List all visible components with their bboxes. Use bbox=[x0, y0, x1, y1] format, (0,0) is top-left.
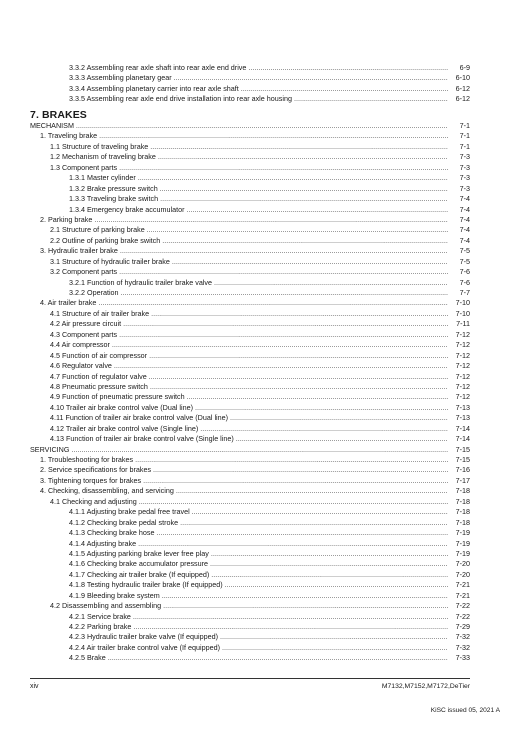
toc-entry-page: 7-5 bbox=[459, 246, 470, 256]
toc-entry[interactable] bbox=[30, 549, 470, 559]
toc-entry-page: 7-3 bbox=[459, 183, 470, 193]
toc-entry[interactable] bbox=[30, 152, 470, 162]
toc-entry[interactable] bbox=[30, 465, 470, 475]
toc-entry[interactable] bbox=[30, 142, 470, 152]
toc-entry[interactable] bbox=[30, 632, 470, 642]
toc-entry-page: 7-18 bbox=[455, 507, 470, 517]
toc-entry[interactable] bbox=[30, 330, 470, 340]
toc-entry-title: 4. Air trailer brake ..... bbox=[40, 298, 448, 308]
toc-entry-title: 1.3.1 Master cylinder ..... bbox=[69, 173, 448, 183]
toc-entry[interactable] bbox=[30, 372, 470, 382]
toc-entry[interactable] bbox=[30, 580, 470, 590]
toc-entry[interactable] bbox=[30, 497, 470, 507]
toc-entry[interactable] bbox=[30, 84, 470, 94]
toc-entry-page: 7-19 bbox=[455, 528, 470, 538]
toc-entry[interactable] bbox=[30, 319, 470, 329]
toc-entry[interactable] bbox=[30, 528, 470, 538]
toc-entry-page: 7-33 bbox=[455, 653, 470, 663]
toc-entry-title: 3. Tightening torques for brakes ..... bbox=[40, 476, 448, 486]
toc-entry-page: 7-32 bbox=[455, 642, 470, 652]
toc-entry-page: 7-21 bbox=[455, 580, 470, 590]
toc-entry[interactable] bbox=[30, 288, 470, 298]
toc-entry-page: 6-10 bbox=[455, 73, 470, 83]
footer-page-number: xiv bbox=[30, 683, 39, 690]
toc-entry[interactable] bbox=[30, 278, 470, 288]
toc-entry-title: 4.5 Function of air compressor ..... bbox=[50, 351, 448, 361]
toc-entry[interactable] bbox=[30, 434, 470, 444]
toc-entry-page: 7-5 bbox=[459, 256, 470, 266]
toc-entry-page: 7-14 bbox=[455, 434, 470, 444]
toc-entry-page: 7-4 bbox=[459, 225, 470, 235]
toc-entry-title: 4.1.7 Checking air trailer brake (If equipped) ..... bbox=[69, 570, 448, 580]
toc-entry-title: 1.1 Structure of traveling brake ..... bbox=[50, 142, 448, 152]
toc-entry-page: 6-12 bbox=[455, 94, 470, 104]
toc-entry-title: 4.1.5 Adjusting parking brake lever free play ..... bbox=[69, 549, 448, 559]
toc-entry[interactable] bbox=[30, 309, 470, 319]
toc-entry-page: 7-29 bbox=[455, 622, 470, 631]
toc-entry-page: 7-15 bbox=[455, 444, 470, 454]
toc-entry-title: 4.1.6 Checking brake accumulator pressure ..... bbox=[69, 559, 448, 569]
toc-entry-title: 3.3.3 Assembling planetary gear ..... bbox=[69, 73, 448, 83]
toc-entry[interactable] bbox=[30, 236, 470, 246]
toc-entry-page: 7-13 bbox=[455, 402, 470, 412]
toc-entry-title: 1. Troubleshooting for brakes ..... bbox=[40, 455, 448, 465]
toc-entry-page: 7-14 bbox=[455, 423, 470, 433]
toc-entry-title: 2. Parking brake ..... bbox=[40, 215, 448, 225]
toc-entry-title: 4.1.4 Adjusting brake ..... bbox=[69, 539, 448, 549]
toc-entry-page: 7-21 bbox=[455, 590, 470, 600]
toc-entry[interactable] bbox=[30, 518, 470, 528]
toc-entry[interactable] bbox=[30, 215, 470, 225]
toc-entry-title: 4.6 Regulator valve ..... bbox=[50, 361, 448, 371]
toc-entry-title: 1.3 Component parts ..... bbox=[50, 163, 448, 173]
toc-entry-page: 6-9 bbox=[459, 63, 470, 72]
toc-entry-title: 4.1 Structure of air trailer brake ..... bbox=[50, 309, 448, 319]
toc-entry[interactable] bbox=[30, 194, 470, 204]
toc-entry[interactable] bbox=[30, 653, 470, 663]
toc-entry-page: 7-17 bbox=[455, 475, 470, 485]
toc-entry-title: 3.3.5 Assembling rear axle end drive installation into rear axle housing ..... bbox=[69, 94, 448, 104]
toc-entry-page: 7-4 bbox=[459, 235, 470, 245]
toc-entry-page: 7-3 bbox=[459, 152, 470, 162]
toc-entry-title: 4.1.3 Checking brake hose ..... bbox=[69, 528, 448, 538]
toc-entry-page: 7-13 bbox=[455, 413, 470, 423]
toc-entry-page: 7-18 bbox=[455, 517, 470, 527]
toc-entry-title: 1.3.4 Emergency brake accumulator ..... bbox=[69, 205, 448, 215]
toc-entry[interactable] bbox=[30, 163, 470, 173]
toc-entry-page: 7-15 bbox=[455, 455, 470, 464]
toc-entry[interactable] bbox=[30, 601, 470, 611]
toc-entry-page: 7-6 bbox=[459, 277, 470, 287]
toc-entry-page: 7-12 bbox=[455, 392, 470, 402]
toc-entry[interactable] bbox=[30, 424, 470, 434]
toc-entry-title: 3. Hydraulic trailer brake ..... bbox=[40, 246, 448, 256]
toc-entry[interactable] bbox=[30, 413, 470, 423]
toc-entry[interactable] bbox=[30, 73, 470, 83]
toc-entry-page: 7-10 bbox=[455, 298, 470, 308]
toc-entry[interactable] bbox=[30, 445, 470, 455]
toc-entry-title: 4.13 Function of trailer air brake control valve (Single line) ..... bbox=[50, 434, 448, 444]
toc-entry-title: 4.3 Component parts ..... bbox=[50, 330, 448, 340]
toc-entry-title: 1.3.3 Traveling brake switch ..... bbox=[69, 194, 448, 204]
toc-entry[interactable] bbox=[30, 486, 470, 496]
toc-entry-title: 4.2 Air pressure circuit ..... bbox=[50, 319, 448, 329]
toc-entry-title: MECHANISM ..... bbox=[30, 121, 448, 131]
toc-entry-title: 2.1 Structure of parking brake ..... bbox=[50, 225, 448, 235]
toc-entry[interactable] bbox=[30, 205, 470, 215]
toc-entry[interactable] bbox=[30, 184, 470, 194]
toc-entry-page: 7-1 bbox=[459, 141, 470, 151]
toc-entry-title: 4.1 Checking and adjusting ..... bbox=[50, 497, 448, 507]
toc-entry-title: 4.8 Pneumatic pressure switch ..... bbox=[50, 382, 448, 392]
toc-entry-page: 7-22 bbox=[455, 601, 470, 611]
toc-entry-title: 2.2 Outline of parking brake switch ..... bbox=[50, 236, 448, 246]
toc-entry-title: 4.11 Function of trailer air brake control valve (Dual line) ..... bbox=[50, 413, 448, 423]
toc-entry[interactable] bbox=[30, 392, 470, 402]
toc-entry[interactable] bbox=[30, 267, 470, 277]
toc-entry-title: 4.10 Trailer air brake control valve (Dual line) ..... bbox=[50, 403, 448, 413]
toc-entry[interactable] bbox=[30, 559, 470, 569]
toc-entry[interactable] bbox=[30, 225, 470, 235]
toc-continued-list bbox=[30, 63, 470, 105]
toc-entry-title: 3.3.2 Assembling rear axle shaft into rear axle end drive ..... bbox=[69, 63, 448, 73]
toc-entry[interactable] bbox=[30, 612, 470, 622]
toc-entry[interactable] bbox=[30, 351, 470, 361]
toc-entry-title: 4.1.8 Testing hydraulic trailer brake (If equipped) ..... bbox=[69, 580, 448, 590]
toc-entry-page: 7-4 bbox=[459, 214, 470, 224]
toc-entry-title: 3.1 Structure of hydraulic trailer brake ..... bbox=[50, 257, 448, 267]
toc-entry[interactable] bbox=[30, 361, 470, 371]
toc-entry-title: 4.9 Function of pneumatic pressure switch ..... bbox=[50, 392, 448, 402]
toc-entry-page: 7-12 bbox=[455, 329, 470, 339]
toc-entry-title: 4.1.9 Bleeding brake system ..... bbox=[69, 591, 448, 601]
toc-entry-title: 3.3.4 Assembling planetary carrier into rear axle shaft ..... bbox=[69, 84, 448, 94]
toc-entry[interactable] bbox=[30, 257, 470, 267]
toc-entry-title: 3.2.1 Function of hydraulic trailer brake valve ..... bbox=[69, 278, 448, 288]
toc-entry-title: SERVICING ..... bbox=[30, 445, 448, 455]
footer-issue-label: KiSC issued 05, 2021 A bbox=[430, 707, 500, 714]
toc-entry[interactable] bbox=[30, 622, 470, 632]
toc-entry-page: 7-7 bbox=[459, 288, 470, 297]
toc-entry-page: 7-12 bbox=[455, 350, 470, 360]
toc-entry-title: 2. Service specifications for brakes ..... bbox=[40, 465, 448, 475]
toc-entry-page: 7-3 bbox=[459, 173, 470, 183]
toc-entry-page: 7-20 bbox=[455, 559, 470, 569]
toc-entry[interactable] bbox=[30, 382, 470, 392]
toc-entry[interactable] bbox=[30, 340, 470, 350]
toc-entry[interactable] bbox=[30, 63, 470, 73]
toc-entry-page: 7-19 bbox=[455, 548, 470, 558]
toc-entry[interactable] bbox=[30, 173, 470, 183]
footer-models: M7132,M7152,M7172,DeTier bbox=[381, 683, 470, 690]
toc-entry[interactable] bbox=[30, 643, 470, 653]
toc-entry-page: 6-12 bbox=[455, 83, 470, 93]
section-title: 7. BRAKES bbox=[30, 109, 87, 121]
toc-entry-page: 7-12 bbox=[455, 381, 470, 391]
toc-entry-title: 4.12 Trailer air brake control valve (Single line) ..... bbox=[50, 424, 448, 434]
toc-entry-title: 4.2.3 Hydraulic trailer brake valve (If equipped) ..... bbox=[69, 632, 448, 642]
toc-entry-title: 4.2.1 Service brake ..... bbox=[69, 612, 448, 622]
footer-divider bbox=[30, 678, 470, 679]
toc-entry-page: 7-4 bbox=[459, 204, 470, 214]
toc-entry-title: 4. Checking, disassembling, and servicing ..... bbox=[40, 486, 448, 496]
toc-entry-title: 4.7 Function of regulator valve ..... bbox=[50, 372, 448, 382]
toc-entry-title: 1.2 Mechanism of traveling brake ..... bbox=[50, 152, 448, 162]
toc-entry-page: 7-19 bbox=[455, 538, 470, 548]
toc-entry-page: 7-16 bbox=[455, 465, 470, 475]
toc-entry[interactable] bbox=[30, 476, 470, 486]
toc-entry-page: 7-11 bbox=[456, 319, 470, 329]
toc-entry-page: 7-32 bbox=[455, 632, 470, 642]
toc-entry[interactable] bbox=[30, 539, 470, 549]
toc-entry-title: 4.2.4 Air trailer brake control valve (If equipped) ..... bbox=[69, 643, 448, 653]
toc-entry-page: 7-4 bbox=[459, 194, 470, 204]
toc-entry-page: 7-22 bbox=[455, 611, 470, 621]
toc-entry-title: 4.1.1 Adjusting brake pedal free travel ..... bbox=[69, 507, 448, 517]
toc-entry[interactable] bbox=[30, 131, 470, 141]
toc-entry[interactable] bbox=[30, 298, 470, 308]
toc-entry[interactable] bbox=[30, 94, 470, 104]
toc-entry[interactable] bbox=[30, 246, 470, 256]
toc-entry[interactable] bbox=[30, 507, 470, 517]
toc-entry-page: 7-12 bbox=[455, 371, 470, 381]
toc-entry[interactable] bbox=[30, 570, 470, 580]
toc-entry-page: 7-3 bbox=[459, 162, 470, 172]
toc-entry-page: 7-12 bbox=[455, 340, 470, 350]
toc-entry[interactable] bbox=[30, 121, 470, 131]
toc-entry-page: 7-20 bbox=[455, 569, 470, 579]
toc-entry-page: 7-18 bbox=[455, 496, 470, 506]
toc-entry-page: 7-6 bbox=[459, 267, 470, 277]
toc-entry-title: 4.1.2 Checking brake pedal stroke ..... bbox=[69, 518, 448, 528]
toc-entry-title: 4.4 Air compressor ..... bbox=[50, 340, 448, 350]
toc-entry-title: 4.2 Disassembling and assembling ..... bbox=[50, 601, 448, 611]
toc-brakes-list bbox=[30, 121, 470, 664]
toc-entry-title: 4.2.5 Brake ..... bbox=[69, 653, 448, 663]
toc-entry-page: 7-18 bbox=[455, 486, 470, 496]
toc-entry-title: 1. Traveling brake ..... bbox=[40, 131, 448, 141]
toc-entry-title: 3.2 Component parts ..... bbox=[50, 267, 448, 277]
toc-entry-page: 7-12 bbox=[455, 361, 470, 371]
toc-entry[interactable] bbox=[30, 403, 470, 413]
toc-entry-page: 7-1 bbox=[459, 121, 470, 130]
toc-entry-page: 7-1 bbox=[459, 131, 470, 141]
toc-entry-page: 7-10 bbox=[455, 308, 470, 318]
toc-entry-title: 4.2.2 Parking brake ..... bbox=[69, 622, 448, 632]
toc-entry[interactable] bbox=[30, 455, 470, 465]
toc-entry-title: 1.3.2 Brake pressure switch ..... bbox=[69, 184, 448, 194]
toc-entry-title: 3.2.2 Operation ..... bbox=[69, 288, 448, 298]
toc-entry[interactable] bbox=[30, 591, 470, 601]
